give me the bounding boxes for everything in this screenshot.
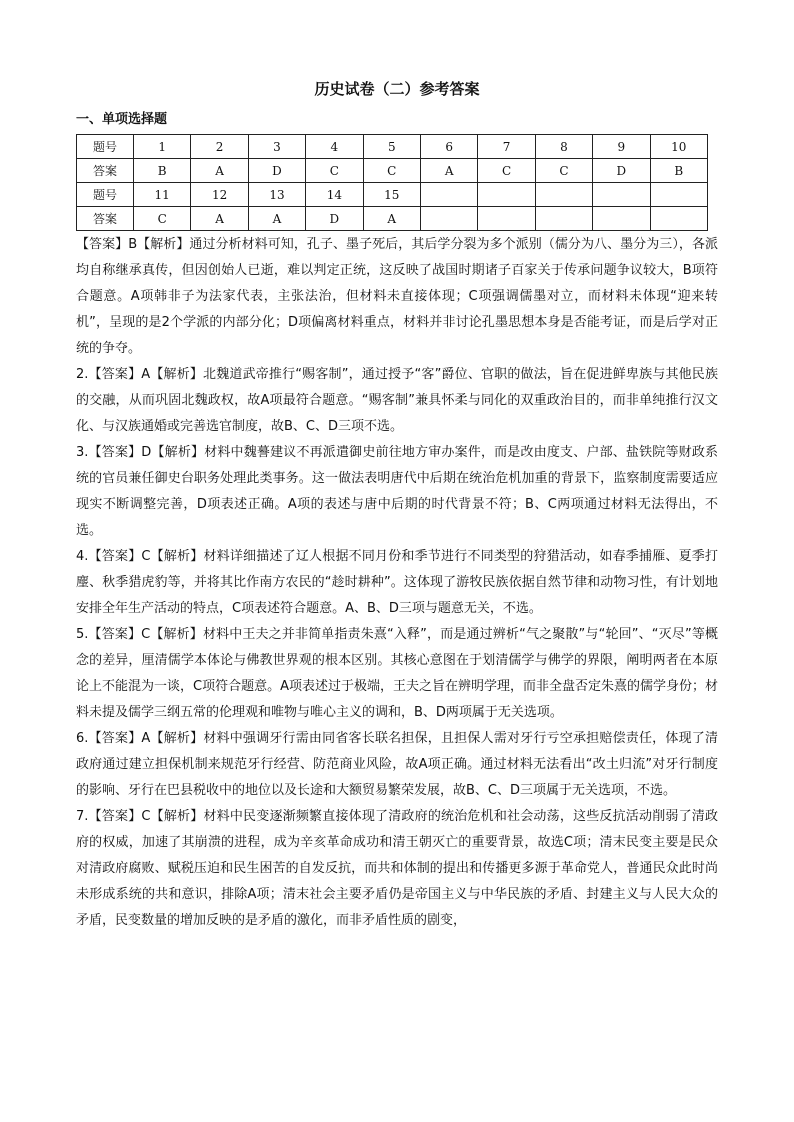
explanation-5: 5.【答案】C【解析】材料中王夫之并非简单指责朱熹“入释”，而是通过辨析“气之聚散”与“轮回”、“灭尽”等概念的差异，厘清儒学本体论与佛教世界观的根本区别。其核心意图在于划清儒学与佛学的界限，阐明两者在本原论上不能混为一谈，C项符合题意。A项表述过于极端，王夫之旨在辨明学理，而非全盘否定朱熹的儒学身份；材料未提及儒学三纲五常的伦理观和唯物与唯心主义的调和，B、D两项属于无关选项。 (76, 627, 718, 720)
table-cell: D (248, 159, 305, 183)
table-cell: C (478, 159, 535, 183)
table-cell: D (593, 159, 650, 183)
section-title: 一、单项选择题 (76, 112, 168, 127)
row-label: 题号 (77, 135, 134, 159)
table-cell (420, 207, 477, 231)
table-cell (593, 207, 650, 231)
table-cell: 8 (535, 135, 592, 159)
answer-table (76, 134, 708, 231)
table-cell: 13 (248, 183, 305, 207)
table-cell (420, 183, 477, 207)
table-cell: A (191, 207, 248, 231)
table-cell: D (306, 207, 363, 231)
table-row (77, 159, 708, 183)
table-cell (593, 183, 650, 207)
table-cell (478, 207, 535, 231)
explanations (76, 232, 718, 934)
table-cell (650, 207, 707, 231)
table-cell: C (306, 159, 363, 183)
table-row (77, 135, 708, 159)
table-cell: 15 (363, 183, 420, 207)
row-label: 题号 (77, 183, 134, 207)
page-title: 历史试卷（二）参考答案 (314, 80, 480, 98)
explanation-3: 3.【答案】D【解析】材料中魏謩建议不再派遣御史前往地方审办案件，而是改由度支、户部、盐铁院等财政系统的官员兼任御史台职务处理此类事务。这一做法表明唐代中后期在统治危机加重的背景下，监察制度需要适应现实不断调整完善，D项表述正确。A项的表述与唐中后期的时代背景不符；B、C两项通过材料无法得出，不选。 (76, 445, 718, 538)
explanation-6: 6.【答案】A【解析】材料中强调牙行需由同省客长联名担保，且担保人需对牙行亏空承担赔偿责任，体现了清政府通过建立担保机制来规范牙行经营、防范商业风险，故A项正确。通过材料无法看出“改土归流”对牙行制度的影响、牙行在巴县税收中的地位以及长途和大额贸易繁荣发展，故B、C、D三项属于无关选项，不选。 (76, 731, 718, 798)
table-cell: B (134, 159, 191, 183)
table-cell: 3 (248, 135, 305, 159)
table-cell: 6 (420, 135, 477, 159)
table-cell: 7 (478, 135, 535, 159)
table-cell (535, 207, 592, 231)
explanation-2: 2.【答案】A【解析】北魏道武帝推行“赐客制”，通过授予“客”爵位、官职的做法，旨在促进鲜卑族与其他民族的交融，从而巩固北魏政权，故A项最符合题意。“赐客制”兼具怀柔与同化的双重政治目的，而非单纯推行汉文化、与汉族通婚或完善选官制度，故B、C、D三项不选。 (76, 367, 718, 434)
table-cell: 4 (306, 135, 363, 159)
table-cell: 1 (134, 135, 191, 159)
explanation-4: 4.【答案】C【解析】材料详细描述了辽人根据不同月份和季节进行不同类型的狩猎活动，如春季捕雁、夏季打麈、秋季猎虎豹等，并将其比作南方农民的“趁时耕种”。这体现了游牧民族依据自然节律和动物习性，有计划地安排全年生产活动的特点，C项表述符合题意。A、B、D三项与题意无关，不选。 (76, 549, 718, 616)
table-row (77, 183, 708, 207)
table-cell: A (248, 207, 305, 231)
table-cell: C (134, 207, 191, 231)
row-label: 答案 (77, 159, 134, 183)
table-cell: A (191, 159, 248, 183)
table-cell: 2 (191, 135, 248, 159)
table-cell (650, 183, 707, 207)
table-cell (478, 183, 535, 207)
row-label: 答案 (77, 207, 134, 231)
explanation-1: 【答案】B【解析】通过分析材料可知，孔子、墨子死后，其后学分裂为多个派别（儒分为八、墨分为三），各派均自称继承真传，但因创始人已逝，难以判定正统，这反映了战国时期诸子百家关于传承问题争议较大，B项符合题意。A项韩非子为法家代表，主张法治，但材料未直接体现；C项强调儒墨对立，而材料未体现“迎来转机”，呈现的是2个学派的内部分化；D项偏离材料重点，材料并非讨论孔墨思想本身是否能考证，而是后学对正统的争夺。 (76, 237, 718, 356)
table-row (77, 207, 708, 231)
table-cell: 5 (363, 135, 420, 159)
table-cell: 11 (134, 183, 191, 207)
table-cell: 10 (650, 135, 707, 159)
table-cell: A (420, 159, 477, 183)
table-cell: 14 (306, 183, 363, 207)
table-cell: B (650, 159, 707, 183)
table-cell: A (363, 207, 420, 231)
table-cell (535, 183, 592, 207)
explanation-7: 7.【答案】C【解析】材料中民变逐渐频繁直接体现了清政府的统治危机和社会动荡，这些反抗活动削弱了清政府的权威，加速了其崩溃的进程，成为辛亥革命成功和清王朝灭亡的重要背景，故选C项；清末民变主要是民众对清政府腐败、赋税压迫和民生困苦的自发反抗，而共和体制的提出和传播更多源于革命党人，普通民众此时尚未形成系统的共和意识，排除A项；清末社会主要矛盾仍是帝国主义与中华民族的矛盾、封建主义与人民大众的矛盾，民变数量的增加反映的是矛盾的激化，而非矛盾性质的剧变， (76, 809, 718, 928)
table-cell: 9 (593, 135, 650, 159)
table-cell: C (535, 159, 592, 183)
table-cell: 12 (191, 183, 248, 207)
table-cell: C (363, 159, 420, 183)
